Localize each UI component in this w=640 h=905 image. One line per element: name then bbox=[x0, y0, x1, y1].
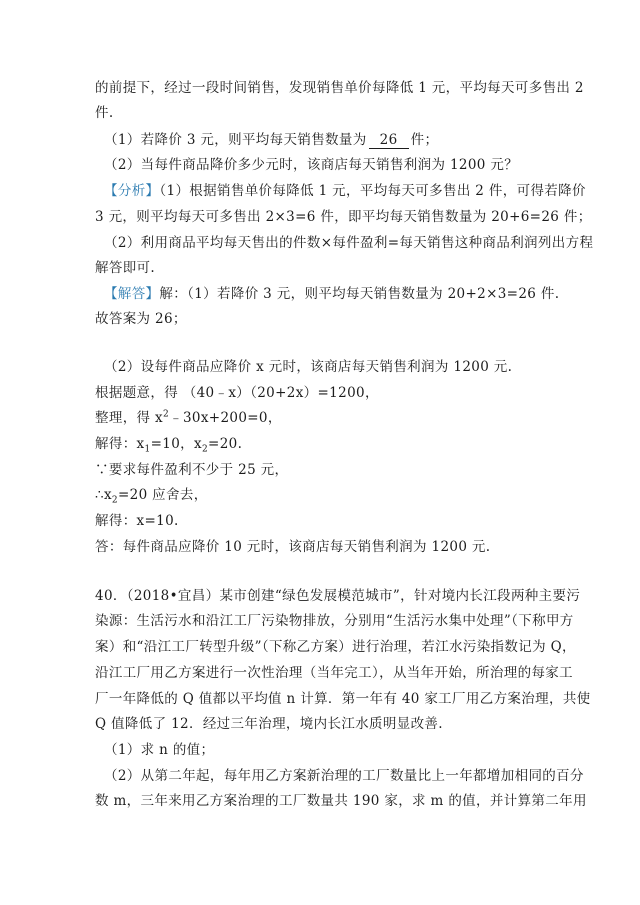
equation-line bbox=[95, 408, 282, 428]
paragraph-line: 的前提下，经过一段时间销售，发现销售单价每降低 1 元，平均每天可多售出 2 bbox=[95, 80, 584, 96]
equation-text: =20 应舍去， bbox=[117, 487, 208, 503]
paragraph-line: 染源：生活污水和沿江工厂污染物排放，分别用“生活污水集中处理”（下称甲方 bbox=[95, 613, 574, 629]
paragraph-line: 解得：x=10. bbox=[95, 513, 179, 529]
paragraph-line: 件. bbox=[95, 105, 114, 121]
paragraph-line: 数 m，三年来用乙方案治理的工厂数量共 190 家，求 m 的值，并计算第二年用 bbox=[95, 793, 587, 809]
paragraph-line: （2）设每件商品应降价 x 元时，该商店每天销售利润为 1200 元. bbox=[104, 359, 513, 375]
solution-tag: 【解答】 bbox=[104, 286, 160, 302]
equation-line bbox=[95, 485, 208, 505]
subscript: 1 bbox=[144, 444, 151, 455]
equation-text: 整理，得 x bbox=[95, 410, 164, 426]
equation-line bbox=[95, 434, 242, 454]
answer-blank: 26 bbox=[369, 132, 409, 149]
question-1-text: （1）若降价 3 元，则平均每天销售数量为 bbox=[104, 132, 367, 148]
solution-line bbox=[104, 284, 559, 304]
subscript: 2 bbox=[201, 444, 209, 455]
question-2: （2）当每件商品降价多少元时，该商店每天销售利润为 1200 元？ bbox=[104, 157, 519, 173]
equation-text: 解得：x bbox=[95, 436, 145, 452]
sub-question-1: （1）求 n 的值； bbox=[104, 742, 215, 758]
subscript: 2 bbox=[111, 495, 118, 506]
question-1-suffix: 件； bbox=[410, 132, 439, 148]
analysis-text: （1）根据销售单价每降低 1 元，平均每天可多售出 2 件，可得若降价 bbox=[159, 183, 586, 199]
equation-text: ﹣30x+200=0， bbox=[169, 410, 282, 426]
analysis-line bbox=[104, 181, 586, 201]
question-1 bbox=[104, 130, 438, 150]
paragraph-line: 案）和“沿江工厂转型升级”（下称乙方案）进行治理，若江水污染指数记为 Q， bbox=[95, 639, 576, 655]
paragraph-line: 厂一年降低的 Q 值都以平均值 n 计算．第一年有 40 家工厂用乙方案治理，共使 bbox=[95, 691, 591, 707]
paragraph-line: 根据题意，得 （40﹣x）（20+2x）=1200， bbox=[95, 385, 379, 401]
solution-text: 解：（1）若降价 3 元，则平均每天销售数量为 20+2×3=26 件. bbox=[159, 286, 560, 302]
paragraph-line: 沿江工厂用乙方案进行一次性治理（当年完工），从当年开始，所治理的每家工 bbox=[95, 665, 573, 681]
analysis-tag: 【分析】 bbox=[104, 183, 160, 199]
paragraph-line: Q 值降低了 12．经过三年治理，境内长江水质明显改善. bbox=[95, 716, 443, 732]
paragraph-line: 解答即可. bbox=[95, 260, 156, 276]
paragraph-line: 3 元，则平均每天可多售出 2×3=6 件，即平均每天销售数量为 20+6=26 件； bbox=[95, 209, 592, 225]
paragraph-line: ∵要求每件盈利不少于 25 元， bbox=[95, 462, 289, 478]
superscript: 2 bbox=[163, 409, 170, 420]
sub-question-2: （2）从第二年起，每年用乙方案新治理的工厂数量比上一年都增加相同的百分 bbox=[104, 768, 584, 784]
paragraph-line: 故答案为 26； bbox=[95, 311, 187, 327]
problem-40-line: 40．（2018•宜昌）某市创建“绿色发展模范城市”，针对境内长江段两种主要污 bbox=[95, 588, 581, 604]
equation-text: =10，x bbox=[150, 436, 202, 452]
equation-text: =20. bbox=[208, 436, 243, 452]
answer-line: 答：每件商品应降价 10 元时，该商店每天销售利润为 1200 元. bbox=[95, 539, 491, 555]
equation-text: ∴x bbox=[95, 487, 112, 503]
paragraph-line: （2）利用商品平均每天售出的件数×每件盈利=每天销售这种商品利润列出方程 bbox=[104, 235, 594, 251]
